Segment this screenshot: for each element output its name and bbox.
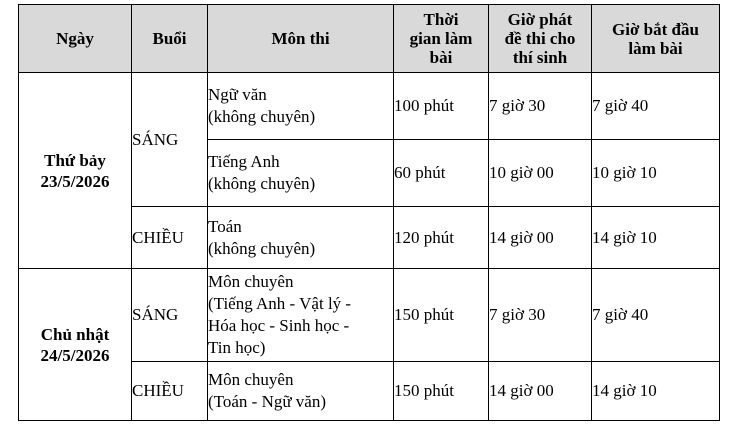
header-day: Ngày — [19, 5, 132, 73]
start-time-cell: 14 giờ 10 — [592, 207, 720, 269]
day-name: Chủ nhật — [40, 324, 110, 344]
header-release-time — [489, 5, 592, 73]
start-time-cell: 7 giờ 40 — [592, 269, 720, 362]
header-duration — [394, 5, 489, 73]
start-time-cell: 14 giờ 10 — [592, 362, 720, 421]
subject-line: (không chuyên) — [208, 238, 316, 258]
header-release-line: thí sinh — [512, 48, 568, 67]
subject-cell — [208, 362, 394, 421]
table-row — [19, 73, 720, 140]
start-time-cell: 10 giờ 10 — [592, 140, 720, 207]
header-release-line: Giờ phát — [507, 10, 573, 29]
start-time-cell: 7 giờ 40 — [592, 73, 720, 140]
session-cell: SÁNG — [132, 269, 208, 362]
header-session: Buổi — [132, 5, 208, 73]
day-date: 23/5/2026 — [40, 171, 110, 191]
release-time-cell: 14 giờ 00 — [489, 207, 592, 269]
duration-cell: 150 phút — [394, 269, 489, 362]
header-release-line: đề thi cho — [504, 29, 576, 48]
header-duration-line: bài — [429, 48, 453, 67]
day-cell — [19, 73, 132, 269]
table-row — [19, 269, 720, 362]
release-time-cell: 7 giờ 30 — [489, 73, 592, 140]
subject-line: Tin học) — [208, 338, 266, 357]
subject-cell — [208, 269, 394, 362]
session-cell: CHIỀU — [132, 207, 208, 269]
subject-line: Môn chuyên — [208, 272, 294, 291]
subject-line: Môn chuyên — [208, 370, 294, 389]
exam-schedule-table — [18, 4, 720, 421]
subject-line: (không chuyên) — [208, 174, 316, 193]
subject-cell — [208, 73, 394, 140]
header-subject: Môn thi — [208, 5, 394, 73]
subject-cell — [208, 207, 394, 269]
duration-cell: 100 phút — [394, 73, 489, 140]
session-cell: CHIỀU — [132, 362, 208, 421]
duration-cell: 120 phút — [394, 207, 489, 269]
subject-line: (không chuyên) — [208, 107, 316, 126]
duration-cell: 150 phút — [394, 362, 489, 421]
subject-line: Toán — [208, 216, 242, 236]
day-name: Thứ bảy — [44, 150, 106, 170]
header-start-time — [592, 5, 720, 73]
subject-cell — [208, 140, 394, 207]
release-time-cell: 7 giờ 30 — [489, 269, 592, 362]
release-time-cell: 14 giờ 00 — [489, 362, 592, 421]
subject-line: (Tiếng Anh - Vật lý - — [208, 294, 352, 313]
day-cell — [19, 269, 132, 421]
day-date: 24/5/2026 — [40, 345, 110, 365]
session-cell: SÁNG — [132, 73, 208, 207]
header-duration-line: gian làm — [409, 29, 473, 48]
header-row — [19, 5, 720, 73]
duration-cell: 60 phút — [394, 140, 489, 207]
subject-line: Hóa học - Sinh học - — [208, 316, 350, 335]
subject-line: Ngữ văn — [208, 85, 267, 104]
release-time-cell: 10 giờ 00 — [489, 140, 592, 207]
subject-line: (Toán - Ngữ văn) — [208, 392, 327, 411]
subject-line: Tiếng Anh — [208, 152, 280, 171]
header-start-line: làm bài — [628, 38, 683, 58]
header-start-line: Giờ bắt đầu — [612, 19, 699, 39]
header-duration-line: Thời — [423, 10, 459, 29]
